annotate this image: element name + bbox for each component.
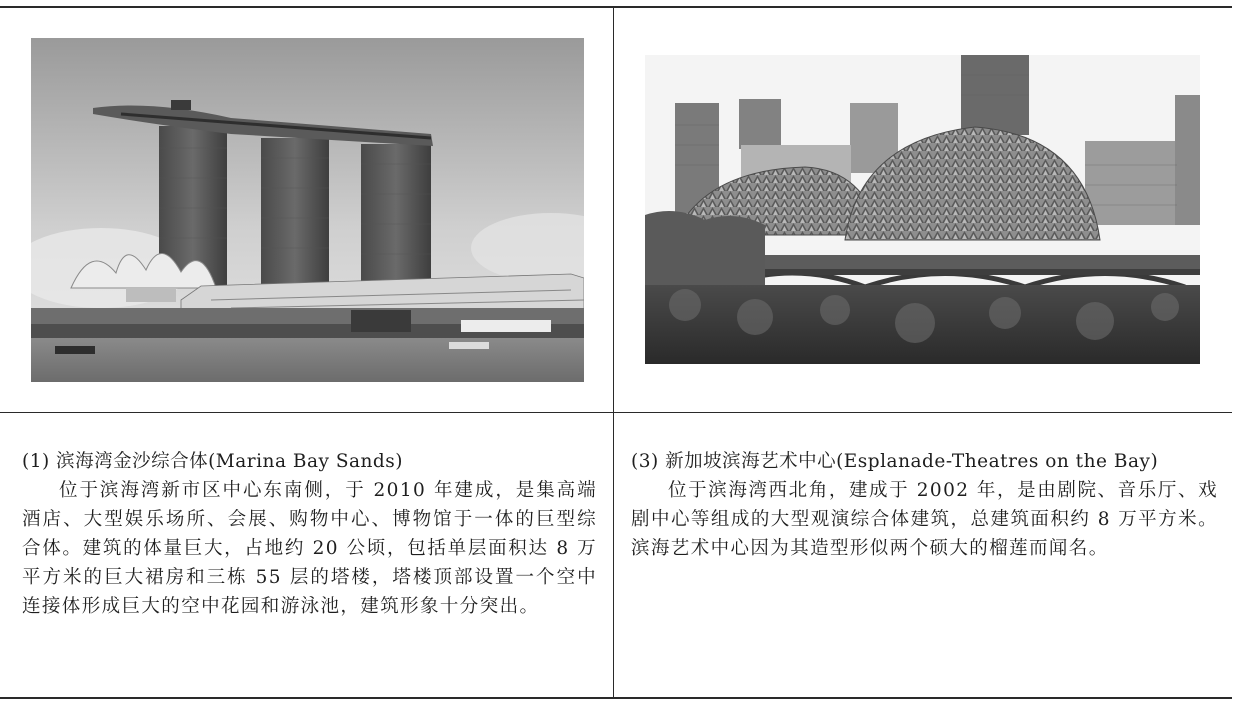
- column-divider: [613, 7, 614, 698]
- caption-title: (1) 滨海湾金沙综合体(Marina Bay Sands): [22, 451, 403, 472]
- top-rule: [0, 6, 1232, 8]
- middle-rule: [0, 412, 1232, 413]
- esplanade-theatres-photo: [645, 55, 1200, 364]
- bottom-rule: [0, 697, 1232, 699]
- caption-esplanade: [631, 447, 1218, 563]
- caption-marina-bay-sands: [22, 447, 597, 621]
- caption-title: (3) 新加坡滨海艺术中心(Esplanade-Theatres on the Bay): [631, 451, 1159, 472]
- caption-body: 位于滨海湾新市区中心东南侧，于 2010 年建成，是集高端酒店、大型娱乐场所、会展、购物中心、博物馆于一体的巨型综合体。建筑的体量巨大，占地约 20 公顷，包括单层面积达 8 万平方米的巨大裙房和三栋 55 层的塔楼，塔楼顶部设置一个空中连接体形成巨大的空中花园和游泳池，建筑形象十分突出。: [22, 480, 597, 617]
- caption-body: 位于滨海湾西北角，建成于 2002 年，是由剧院、音乐厅、戏剧中心等组成的大型观演综合体建筑，总建筑面积约 8 万平方米。滨海艺术中心因为其造型形似两个硕大的榴莲而闻名。: [631, 480, 1218, 559]
- marina-bay-sands-photo: [31, 38, 584, 382]
